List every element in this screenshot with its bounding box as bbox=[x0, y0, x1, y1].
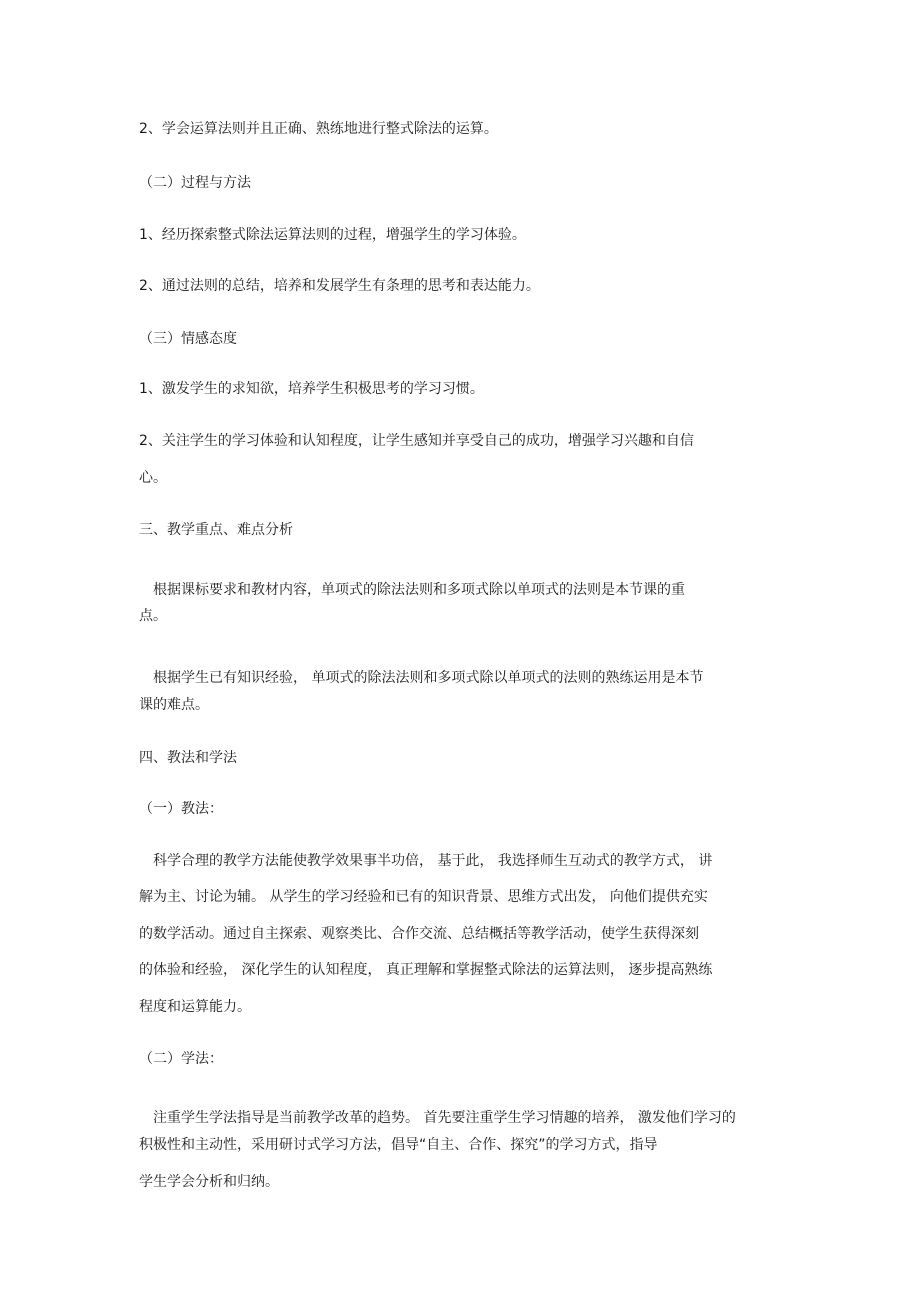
paragraph-line: 程度和运算能力。 bbox=[139, 999, 251, 1015]
text-line: 1、激发学生的求知欲，培养学生积极思考的学习习惯。 bbox=[139, 381, 484, 397]
paragraph-line: 积极性和主动性，采用研讨式学习方法，倡导“自主、合作、探究”的学习方式，指导 bbox=[139, 1137, 658, 1153]
text-line: 2、通过法则的总结，培养和发展学生有条理的思考和表达能力。 bbox=[139, 278, 540, 294]
paragraph-line: 的体验和经验， 深化学生的认知程度， 真正理解和掌握整式除法的运算法则， 逐步提高熟练 bbox=[139, 962, 713, 978]
paragraph-line: 课的难点。 bbox=[139, 697, 209, 713]
section-heading: （二）过程与方法 bbox=[139, 175, 251, 191]
paragraph-line: 解为主、讨论为辅。 从学生的学习经验和已有的知识背景、思维方式出发， 向他们提供充实 bbox=[139, 889, 708, 905]
section-heading: （一）教法： bbox=[139, 801, 223, 817]
section-heading: 三、教学重点、难点分析 bbox=[139, 522, 293, 538]
paragraph-line: 根据课标要求和教材内容，单项式的除法法则和多项式除以单项式的法则是本节课的重 bbox=[153, 582, 685, 598]
paragraph-line: 科学合理的教学方法能使教学效果事半功倍， 基于此， 我选择师生互动式的教学方式， 讲 bbox=[153, 853, 713, 869]
paragraph-line: 学生学会分析和归纳。 bbox=[139, 1174, 279, 1190]
paragraph-line: 点。 bbox=[139, 608, 167, 624]
text-line: 心。 bbox=[139, 470, 167, 486]
section-heading: （二）学法： bbox=[139, 1051, 223, 1067]
section-heading: 四、教法和学法 bbox=[139, 750, 237, 766]
text-line: 1、经历探索整式除法运算法则的过程，增强学生的学习体验。 bbox=[139, 227, 526, 243]
section-heading: （三）情感态度 bbox=[139, 331, 237, 347]
paragraph-line: 的数学活动。通过自主探索、观察类比、合作交流、总结概括等教学活动，使学生获得深刻 bbox=[139, 926, 699, 942]
text-line: 2、关注学生的学习体验和认知程度，让学生感知并享受自己的成功，增强学习兴趣和自信 bbox=[139, 433, 694, 449]
paragraph-line: 根据学生已有知识经验， 单项式的除法法则和多项式除以单项式的法则的熟练运用是本节 bbox=[153, 670, 704, 686]
paragraph-line: 注重学生学法指导是当前教学改革的趋势。 首先要注重学生学习情趣的培养， 激发他们学习的 bbox=[153, 1110, 736, 1126]
text-line: 2、学会运算法则并且正确、熟练地进行整式除法的运算。 bbox=[139, 121, 498, 137]
